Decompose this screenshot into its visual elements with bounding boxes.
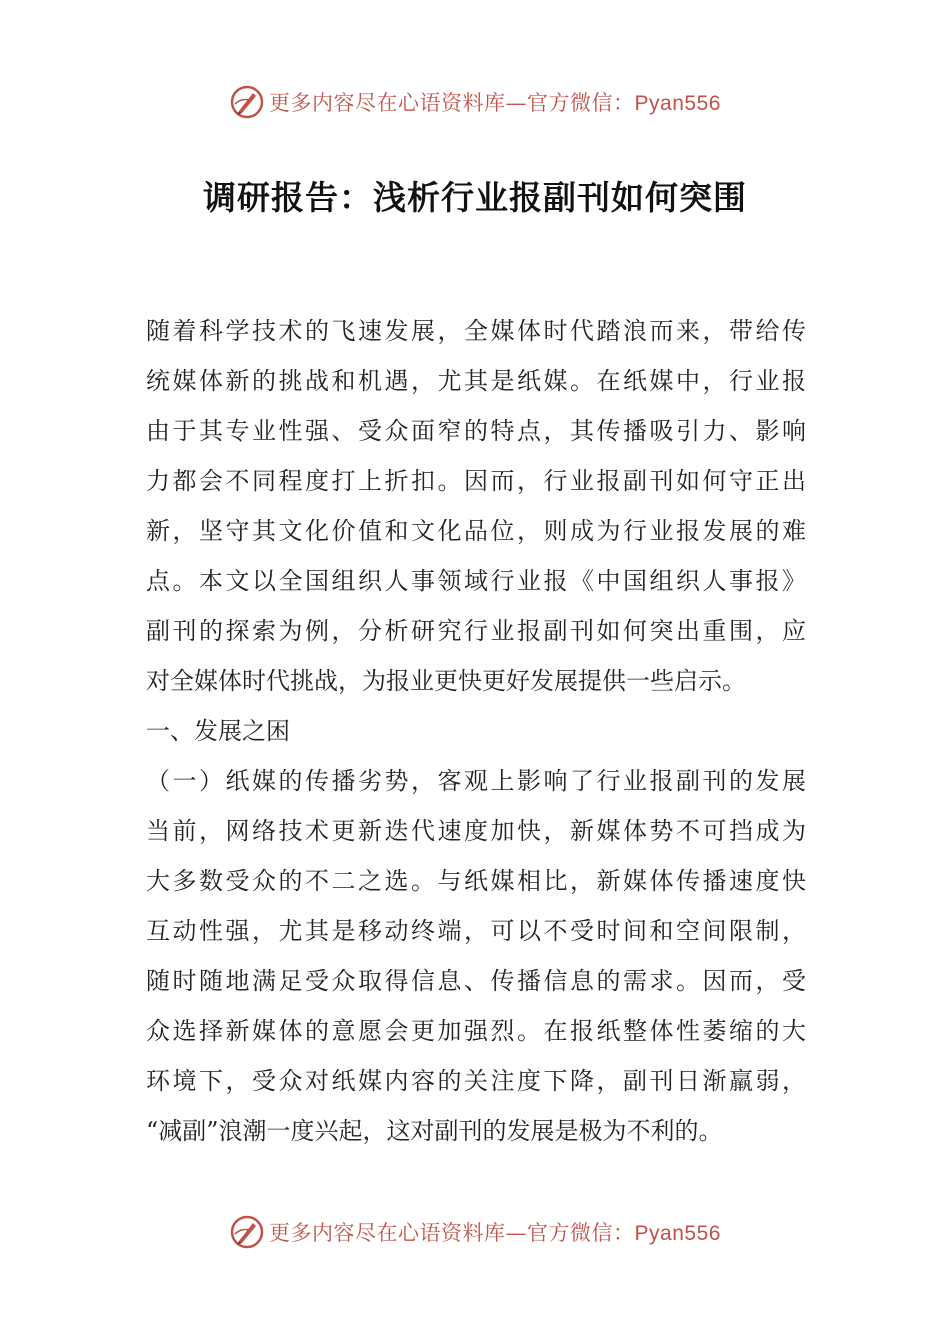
paragraph-1-line: 对全媒体时代挑战，为报业更快更好发展提供一些启示。 xyxy=(146,667,746,695)
paragraph-2-line: 当前，网络技术更新迭代速度加快，新媒体势不可挡成为 xyxy=(146,817,806,845)
paragraph-1-line: 由于其专业性强、受众面窄的特点，其传播吸引力、影响 xyxy=(146,417,806,445)
paragraph-2-line: 随时随地满足受众取得信息、传播信息的需求。因而，受 xyxy=(146,967,806,995)
paragraph-1-line: 力都会不同程度打上折扣。因而，行业报副刊如何守正出 xyxy=(146,467,806,495)
paragraph-1-line: 新，坚守其文化价值和文化品位，则成为行业报发展的难 xyxy=(146,517,806,545)
banner-label: 更多内容尽在心语资料库—官方微信： xyxy=(269,91,635,115)
paragraph-2-line: 众选择新媒体的意愿会更加强烈。在报纸整体性萎缩的大 xyxy=(146,1017,806,1045)
banner-text xyxy=(269,1217,721,1247)
paragraph-1-line: 副刊的探索为例，分析研究行业报副刊如何突出重围，应 xyxy=(146,617,806,645)
banner-label: 更多内容尽在心语资料库—官方微信： xyxy=(269,1221,635,1245)
pen-logo-icon xyxy=(229,84,265,120)
header-banner xyxy=(0,82,950,122)
paragraph-1-line: 随着科学技术的飞速发展，全媒体时代踏浪而来，带给传 xyxy=(146,317,806,345)
document-title: 调研报告：浅析行业报副刊如何突围 xyxy=(203,178,747,217)
banner-text xyxy=(269,87,721,117)
paragraph-2-line: 环境下，受众对纸媒内容的关注度下降，副刊日渐羸弱， xyxy=(146,1067,806,1095)
paragraph-1-line: 统媒体新的挑战和机遇，尤其是纸媒。在纸媒中，行业报 xyxy=(146,367,806,395)
paragraph-2-line: 大多数受众的不二之选。与纸媒相比，新媒体传播速度快 xyxy=(146,867,806,895)
pen-logo-icon xyxy=(229,1214,265,1250)
banner-wechat-id: Pyan556 xyxy=(634,1222,721,1245)
section-1-heading: 一、发展之困 xyxy=(146,717,290,745)
document-body xyxy=(146,306,806,1156)
footer-banner xyxy=(0,1212,950,1252)
paragraph-1-line: 点。本文以全国组织人事领域行业报《中国组织人事报》 xyxy=(146,567,806,595)
subsection-1-heading: （一）纸媒的传播劣势，客观上影响了行业报副刊的发展 xyxy=(146,767,806,795)
paragraph-2-line: “减副”浪潮一度兴起，这对副刊的发展是极为不利的。 xyxy=(146,1117,723,1145)
banner-wechat-id: Pyan556 xyxy=(634,92,721,115)
paragraph-2-line: 互动性强，尤其是移动终端，可以不受时间和空间限制， xyxy=(146,917,806,945)
